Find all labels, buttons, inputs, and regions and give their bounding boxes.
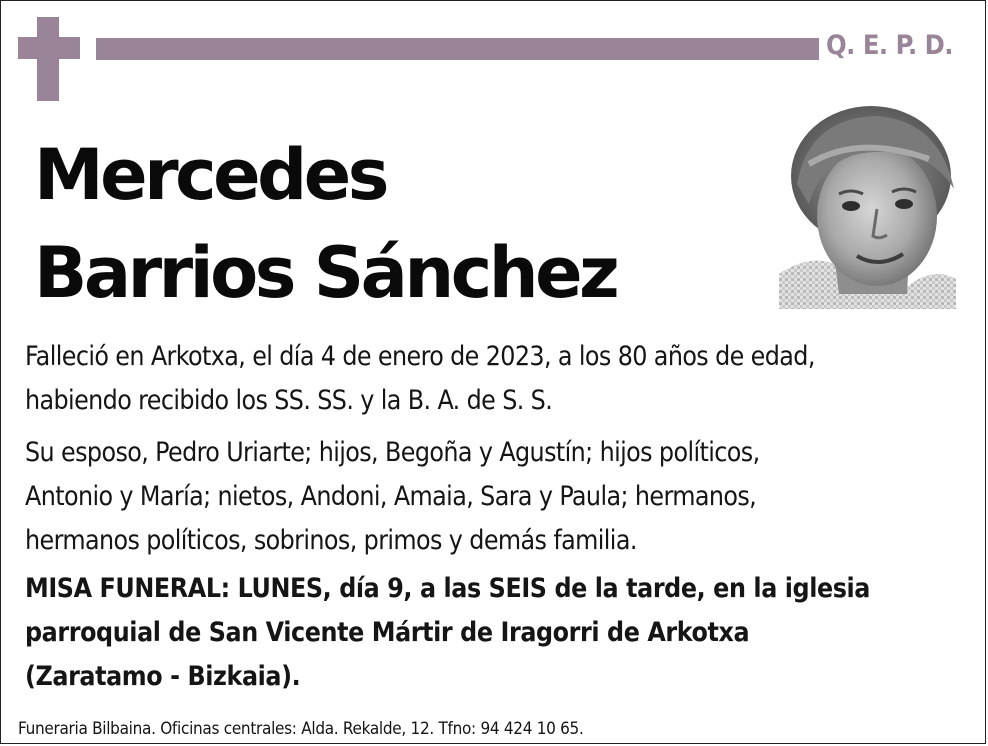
death-notice-paragraph [25,335,965,423]
deceased-first-name: Mercedes [34,134,386,216]
text-line: parroquial de San Vicente Mártir de Iragorri de Arkotxa [25,617,750,648]
text-line: Falleció en Arkotxa, el día 4 de enero de 2023, a los 80 años de edad, [25,341,815,372]
text-line: hermanos políticos, sobrinos, primos y demás familia. [25,525,637,556]
funeral-mass-paragraph [25,567,965,699]
portrait-photo [779,104,956,309]
funeral-home-footer: Funeraria Bilbaina. Oficinas centrales: Alda. Rekalde, 12. Tfno: 94 424 10 65. [18,719,584,739]
text-line: MISA FUNERAL: LUNES, día 9, a las SEIS de la tarde, en la iglesia [25,573,870,604]
deceased-surnames: Barrios Sánchez [34,232,617,314]
cross-horizontal-bar [18,37,80,59]
text-line: (Zaratamo - Bizkaia). [25,661,301,692]
text-line: habiendo recibido los SS. SS. y la B. A. de S. S. [25,385,553,416]
family-paragraph [25,431,965,563]
text-line: Su esposo, Pedro Uriarte; hijos, Begoña y Agustín; hijos políticos, [25,437,760,468]
qepd-label: Q. E. P. D. [826,30,954,61]
header-rule [96,38,819,60]
cross-vertical-bar [37,17,59,101]
portrait-image [779,104,956,309]
text-line: Antonio y María; nietos, Andoni, Amaia, Sara y Paula; hermanos, [25,481,757,512]
